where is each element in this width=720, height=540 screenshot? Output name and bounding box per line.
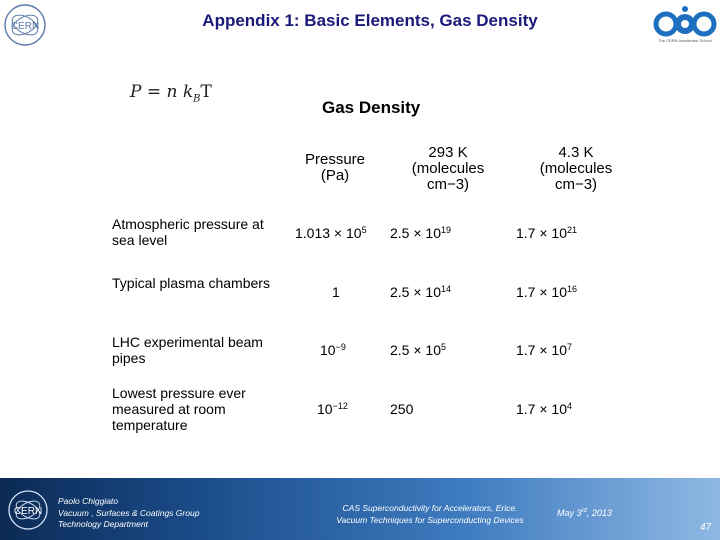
cell-pressure-lowest: [317, 401, 348, 417]
cell-293k-atmospheric: [390, 225, 451, 241]
cell-293k-lowest: [390, 401, 413, 417]
cell-293k-base: 2.5 × 10: [390, 225, 441, 241]
cell-293k-exp: 5: [441, 342, 447, 352]
cell-4-3k-base: 1.7 × 10: [516, 225, 567, 241]
cell-4-3k-base: 1.7 × 10: [516, 284, 567, 300]
footer-event-block: [315, 503, 545, 526]
formula-eq: = n k: [146, 82, 194, 102]
cell-pressure-plasma: [332, 284, 340, 300]
cell-4-3k-base: 1.7 × 10: [516, 401, 567, 417]
cell-293k-base: 2.5 × 10: [390, 342, 441, 358]
footer-event-line2: Vacuum Techniques for Superconducting Devices: [336, 514, 524, 525]
footer-department: Technology Department: [58, 519, 148, 529]
row-label-lowest: Lowest pressure ever measured at room temperature: [112, 385, 246, 433]
footer-date-post: , 2013: [586, 508, 612, 518]
cell-pressure-exp: −12: [332, 401, 348, 411]
cas-subtitle: The CERN Accelerator School: [658, 38, 712, 43]
cell-4-3k-lhc: [516, 342, 572, 358]
row-label-atmospheric: Atmospheric pressure at sea level: [112, 216, 264, 248]
cell-4-3k-exp: 4: [567, 401, 573, 411]
col-header-293k-line3: cm−3): [426, 176, 470, 193]
cell-pressure-atmospheric: [295, 225, 367, 241]
cell-pressure-exp: 5: [361, 225, 367, 235]
col-header-pressure-line2: (Pa): [320, 167, 350, 184]
footer-date-pre: May 3: [557, 508, 582, 518]
cell-4-3k-exp: 16: [567, 284, 578, 294]
col-header-4-3k: [526, 145, 626, 193]
col-header-4-3k-line1: 4.3 K: [558, 144, 594, 161]
cell-4-3k-lowest: [516, 401, 572, 417]
cell-293k-lhc: [390, 342, 446, 358]
footer-date: [557, 508, 612, 518]
formula-t: T: [200, 82, 212, 102]
footer-author-block: [58, 496, 199, 531]
cell-293k-exp: 14: [441, 284, 452, 294]
cell-4-3k-exp: 21: [567, 225, 578, 235]
cell-4-3k-base: 1.7 × 10: [516, 342, 567, 358]
cern-logo-footer-icon: [6, 488, 50, 532]
cell-293k-exp: 19: [441, 225, 452, 235]
cell-293k-base: 250: [390, 401, 414, 417]
cell-4-3k-plasma: [516, 284, 577, 300]
row-label-lhc: LHC experimental beam pipes: [112, 334, 263, 366]
cell-pressure-base: 1.013 × 10: [295, 225, 362, 241]
col-header-293k-line2: (molecules: [411, 160, 485, 177]
row-label-plasma: Typical plasma chambers: [112, 275, 270, 291]
formula-sub: B: [193, 93, 201, 105]
col-header-4-3k-line2: (molecules: [539, 160, 613, 177]
cern-footer-logo-text: CERN: [13, 506, 43, 517]
page-number: 47: [700, 522, 712, 533]
footer-author: Paolo Chiggiato: [58, 496, 119, 506]
col-header-4-3k-line3: cm−3): [554, 176, 598, 193]
footer-date-sup: rd: [581, 508, 587, 514]
col-header-pressure: [290, 152, 380, 184]
ideal-gas-formula: [130, 82, 212, 104]
cell-293k-plasma: [390, 284, 451, 300]
footer-group: Vacuum , Surfaces & Coatings Group: [58, 507, 200, 518]
cell-pressure-lhc: [320, 342, 346, 358]
footer-event-line1: CAS Superconductivity for Accelerators, Erice.: [342, 503, 518, 513]
cell-pressure-base: 1: [332, 284, 340, 300]
cell-293k-base: 2.5 × 10: [390, 284, 441, 300]
formula-p: P: [130, 82, 142, 102]
col-header-pressure-line1: Pressure: [304, 151, 366, 168]
cell-pressure-exp: −9: [335, 342, 346, 352]
col-header-293k-line1: 293 K: [428, 144, 468, 161]
cern-logo-icon: [2, 2, 48, 48]
cell-pressure-base: 10: [320, 342, 336, 358]
slide-title: Appendix 1: Basic Elements, Gas Density: [202, 11, 538, 30]
cern-logo-text: CERN: [10, 21, 40, 32]
cell-4-3k-atmospheric: [516, 225, 577, 241]
col-header-293k: [398, 145, 498, 193]
table-title: Gas Density: [322, 98, 421, 117]
cell-4-3k-exp: 7: [567, 342, 573, 352]
cell-pressure-base: 10: [317, 401, 333, 417]
